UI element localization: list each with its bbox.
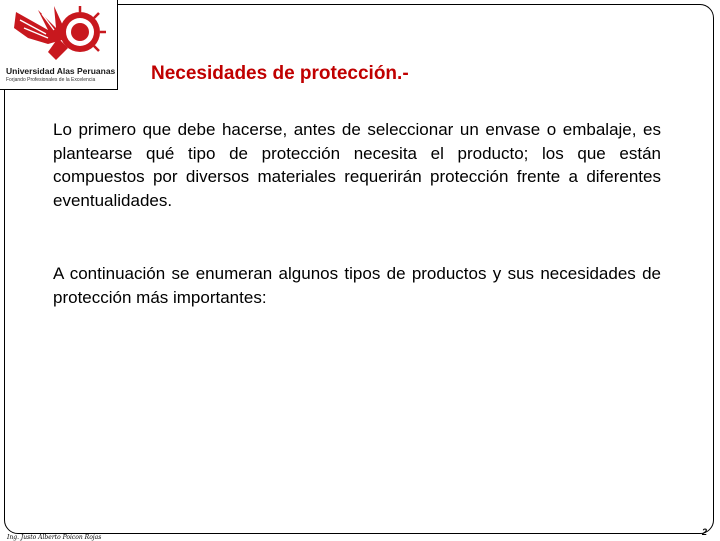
condor-emblem-icon (8, 2, 108, 64)
footer-author: Ing. Justo Alberto Poicon Rojas (7, 534, 102, 541)
paragraph-intro: Lo primero que debe hacerse, antes de seleccionar un envase o embalaje, es plantearse qué tipo de protección necesita el producto; los que están compuestos por diversos materiales requerirán protección frente a diferentes eventualidades. (53, 120, 661, 210)
university-tagline: Forjando Profesionales de la Excelencia (6, 77, 96, 83)
paragraph-list-intro: A continuación se enumeran algunos tipos de productos y sus necesidades de protección más importantes: (53, 264, 661, 307)
page-number: 2 (702, 527, 708, 537)
slide-title: Necesidades de protección.- (151, 63, 409, 84)
university-logo (0, 0, 118, 90)
university-name: Universidad Alas Peruanas (6, 66, 116, 76)
